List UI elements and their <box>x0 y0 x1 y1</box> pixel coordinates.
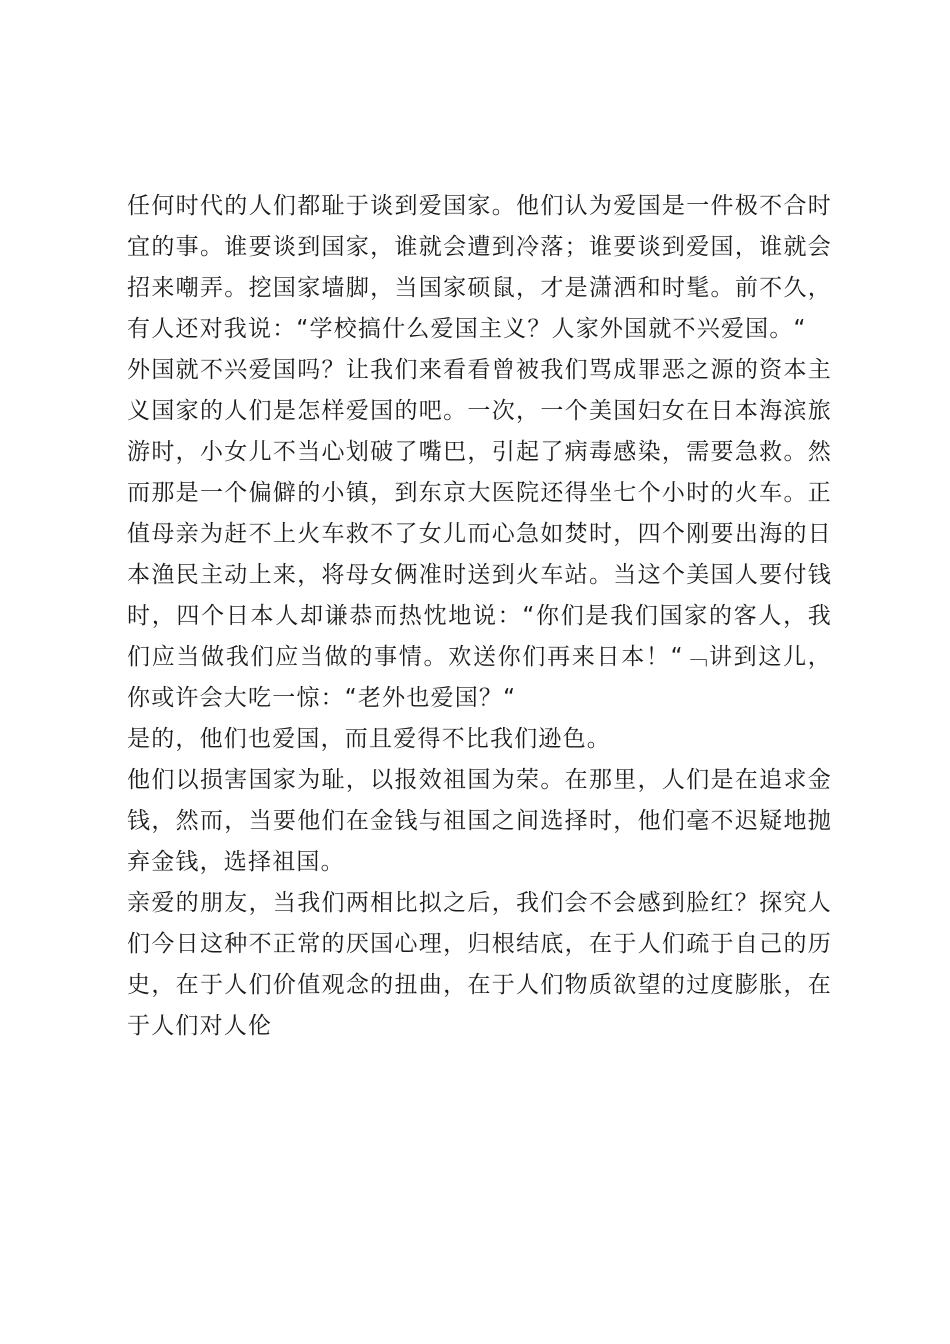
paragraph-2: 外国就不兴爱国吗？让我们来看看曾被我们骂成罪恶之源的资本主义国家的人们是怎样爱国的吧。一次，一个美国妇女在日本海滨旅游时，小女儿不当心划破了嘴巴，引起了病毒感染，需要急救。然而那是一个偏僻的小镇，到东京大医院还得坐七个小时的火车。正值母亲为赶不上火车救不了女儿而心急如焚时，四个刚要出海的日本渔民主动上来，将母女俩准时送到火车站。当这个美国人要付钱时，四个日本人却谦恭而热忱地说：“你们是我们国家的客人，我们应当做我们应当做的事情。欢送你们再来日本！“﹁讲到这儿，你或许会大吃一惊：“老外也爱国？“ <box>127 357 832 711</box>
document-body <box>127 186 832 1047</box>
paragraph-1: 任何时代的人们都耻于谈到爱国家。他们认为爱国是一件极不合时宜的事。谁要谈到国家，谁就会遭到冷落；谁要谈到爱国，谁就会招来嘲弄。挖国家墙脚，当国家硕鼠，才是潇洒和时髦。前不久，有人还对我说：“学校搞什么爱国主义？人家外国就不兴爱国。“ <box>127 193 832 342</box>
paragraph-5: 亲爱的朋友，当我们两相比拟之后，我们会不会感到脸红？探究人们今日这种不正常的厌国心理，归根结底，在于人们疏于自己的历史，在于人们价值观念的扭曲，在于人们物质欲望的过度膨胀，在于人们对人伦 <box>127 890 832 1039</box>
paragraph-3: 是的，他们也爱国，而且爱得不比我们逊色。 <box>127 726 611 752</box>
paragraph-4: 他们以损害国家为耻，以报效祖国为荣。在那里，人们是在追求金钱，然而，当要他们在金钱与祖国之间选择时，他们毫不迟疑地抛弃金钱，选择祖国。 <box>127 767 832 875</box>
